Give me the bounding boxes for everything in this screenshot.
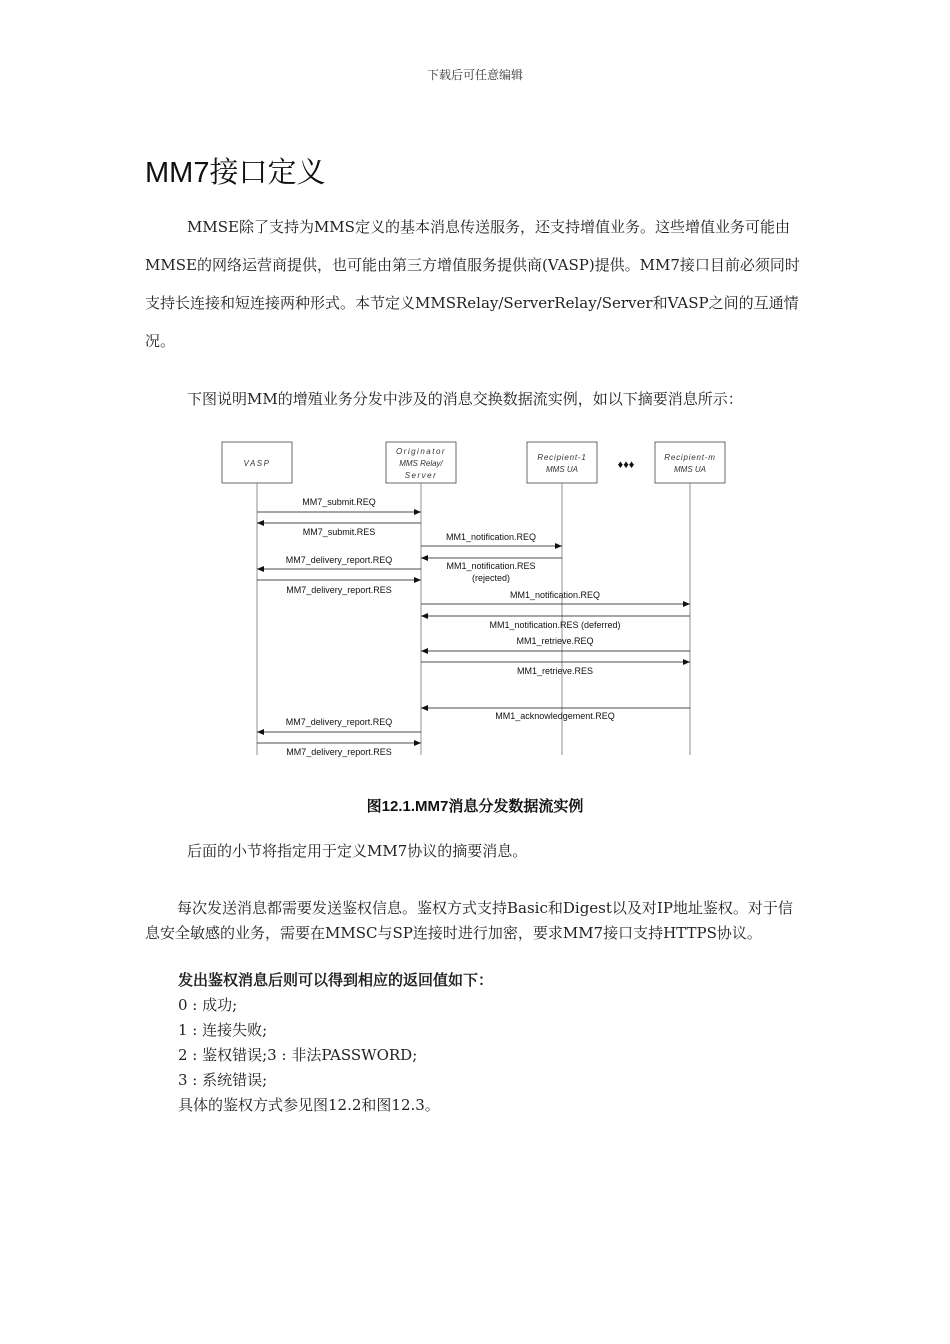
participant-ellipsis: ♦♦♦ [617,459,635,471]
participant-label-relay-3: Server [404,471,438,480]
after-caption-paragraph: 后面的小节将指定用于定义MM7协议的摘要消息。 [187,842,528,860]
participant-label-recipient-1-2: MMS UA [546,465,578,474]
page-header: 下载后可任意编辑 [426,68,523,82]
return-value-item: 2 : 鉴权错误;3 : 非法PASSWORD; [178,1046,418,1064]
return-values-heading: 发出鉴权消息后则可以得到相应的返回值如下： [178,971,494,989]
label-mm1-acknowledgement-req: MM1_acknowledgement.REQ [495,711,615,721]
label-mm1-retrieve-req: MM1_retrieve.REQ [516,636,594,646]
return-values-block [178,968,818,1118]
participant-label-vasp: VASP [243,459,271,468]
participant-label-relay-1: Originator [395,447,447,456]
return-value-item: 0 : 成功; [178,996,238,1014]
return-value-item: 1 : 连接失败; [178,1021,268,1039]
participant-box-recipient-1 [527,442,597,483]
label-mm7-submit-req: MM7_submit.REQ [302,497,376,507]
return-value-item: 3 : 系统错误; [178,1071,268,1089]
label-mm7-submit-res: MM7_submit.RES [302,527,376,537]
label-mm7-delivery-report-res-1: MM7_delivery_report.RES [286,585,392,595]
section-title: MM7接口定义 [145,157,326,189]
participant-label-recipient-1-1: Recipient-1 [537,453,587,462]
label-mm1-retrieve-res: MM1_retrieve.RES [516,666,594,676]
participant-label-relay-2: MMS Relay/ [399,459,443,468]
participant-label-recipient-m-2: MMS UA [674,465,706,474]
participant-label-recipient-m-1: Recipient-m [664,453,716,462]
label-mm1-notification-res-rejected-1: MM1_notification.RES [446,561,536,571]
return-values-footer: 具体的鉴权方式参见图12.2和图12.3。 [178,1096,440,1114]
label-mm1-notification-res-rejected-2: (rejected) [471,573,511,583]
label-mm7-delivery-report-res-2: MM7_delivery_report.RES [286,747,392,757]
diagram-intro: 下图说明MM的增殖业务分发中涉及的消息交换数据流实例，如以下摘要消息所示： [187,390,743,408]
auth-paragraph: 每次发送消息都需要发送鉴权信息。鉴权方式支持Basic和Digest以及对IP地址鉴权。对于信息安全敏感的业务，需要在MMSC与SP连接时进行加密，要求MM7接口支持HTTPS协议。 [145,899,793,942]
label-mm1-notification-res-deferred: MM1_notification.RES (deferred) [489,620,621,630]
label-mm7-delivery-report-req-1: MM7_delivery_report.REQ [285,555,393,565]
intro-paragraph: MMSE除了支持为MMS定义的基本消息传送服务，还支持增值业务。这些增值业务可能由MMSE的网络运营商提供，也可能由第三方增值服务提供商(VASP)提供。MM7接口目前必须同时支持长连接和短连接两种形式。本节定义MMSRelay/ServerRelay/Server和VASP之间的互通情况。 [145,218,800,350]
label-mm1-notification-req-2: MM1_notification.REQ [509,590,601,600]
label-mm7-delivery-report-req-2: MM7_delivery_report.REQ [285,717,393,727]
participant-box-recipient-m [655,442,725,483]
figure-caption: 图12.1.MM7消息分发数据流实例 [366,798,584,815]
label-mm1-notification-req-1: MM1_notification.REQ [445,532,537,542]
sequence-diagram [215,435,735,765]
